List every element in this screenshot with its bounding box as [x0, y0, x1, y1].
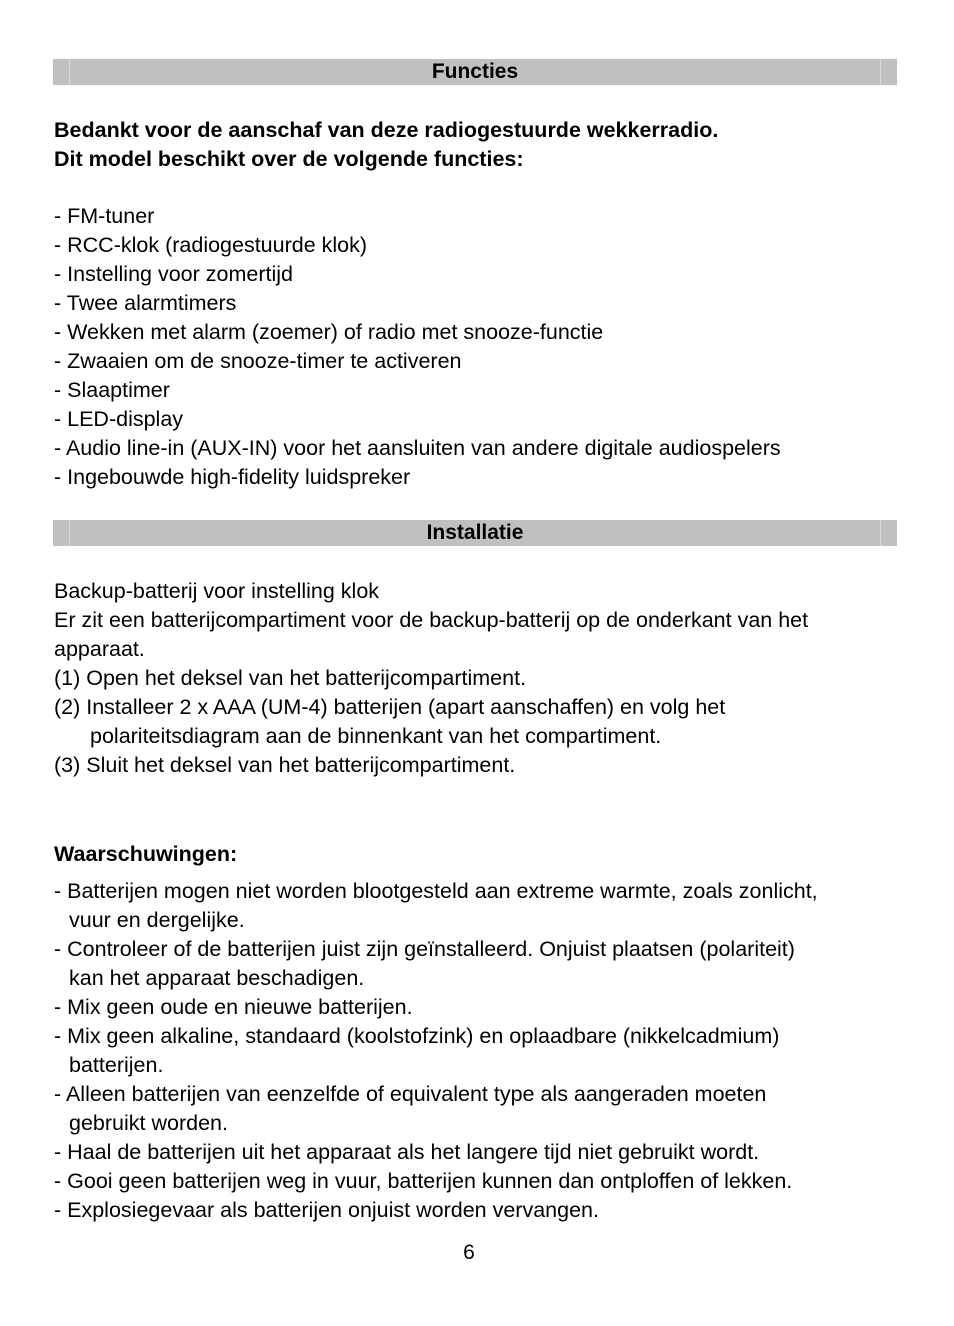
feature-item: - Twee alarmtimers	[54, 291, 237, 315]
feature-item: - Wekken met alarm (zoemer) of radio met snooze-functie	[54, 320, 604, 344]
installation-description: Er zit een batterijcompartiment voor de backup-batterij op de onderkant van het	[54, 608, 809, 632]
installation-description: apparaat.	[54, 637, 145, 661]
warning-item-continued: batterijen.	[69, 1053, 164, 1077]
features-section-header	[53, 59, 897, 85]
warning-item-continued: vuur en dergelijke.	[69, 908, 245, 932]
warning-item: - Controleer of de batterijen juist zijn geïnstalleerd. Onjuist plaatsen (polariteit)	[54, 937, 795, 961]
warnings-heading-block	[54, 840, 914, 869]
installation-step: (3) Sluit het deksel van het batterijcompartiment.	[54, 753, 516, 777]
warning-item: - Alleen batterijen van eenzelfde of equivalent type als aangeraden moeten	[54, 1082, 767, 1106]
feature-item: - Ingebouwde high-fidelity luidspreker	[54, 465, 411, 489]
intro-text	[54, 116, 914, 174]
installation-subtitle: Backup-batterij voor instelling klok	[54, 579, 380, 603]
page-number: 6	[463, 1241, 475, 1264]
warning-item: - Mix geen alkaline, standaard (koolstofzink) en oplaadbare (nikkelcadmium)	[54, 1024, 780, 1048]
warnings-heading: Waarschuwingen:	[54, 842, 238, 866]
installation-step: (1) Open het deksel van het batterijcompartiment.	[54, 666, 527, 690]
warning-item: - Explosiegevaar als batterijen onjuist worden vervangen.	[54, 1198, 599, 1222]
intro-line: Bedankt voor de aanschaf van deze radiogestuurde wekkerradio.	[54, 118, 719, 142]
feature-item: - Slaaptimer	[54, 378, 170, 402]
feature-item: - RCC-klok (radiogestuurde klok)	[54, 233, 368, 257]
warning-item: - Batterijen mogen niet worden blootgesteld aan extreme warmte, zoals zonlicht,	[54, 879, 818, 903]
feature-item: - LED-display	[54, 407, 184, 431]
installation-step-continued: polariteitsdiagram aan de binnenkant van het compartiment.	[90, 724, 662, 748]
installation-text	[54, 577, 914, 780]
warning-item-continued: gebruikt worden.	[69, 1111, 228, 1135]
warning-item: - Haal de batterijen uit het apparaat als het langere tijd niet gebruikt wordt.	[54, 1140, 760, 1164]
feature-item: - Audio line-in (AUX-IN) voor het aansluiten van andere digitale audiospelers	[54, 436, 781, 460]
installation-step: (2) Installeer 2 x AAA (UM-4) batterijen (apart aanschaffen) en volg het	[54, 695, 726, 719]
feature-list	[54, 202, 914, 492]
warnings-list	[54, 877, 934, 1225]
intro-line: Dit model beschikt over de volgende functies:	[54, 147, 524, 171]
installation-section-header	[53, 520, 897, 546]
feature-item: - Instelling voor zomertijd	[54, 262, 293, 286]
installation-heading: Installatie	[426, 521, 524, 544]
feature-item: - FM-tuner	[54, 204, 155, 228]
warning-item: - Mix geen oude en nieuwe batterijen.	[54, 995, 413, 1019]
features-heading: Functies	[431, 60, 519, 83]
warning-item: - Gooi geen batterijen weg in vuur, batterijen kunnen dan ontploffen of lekken.	[54, 1169, 793, 1193]
feature-item: - Zwaaien om de snooze-timer te activeren	[54, 349, 462, 373]
warning-item-continued: kan het apparaat beschadigen.	[69, 966, 365, 990]
